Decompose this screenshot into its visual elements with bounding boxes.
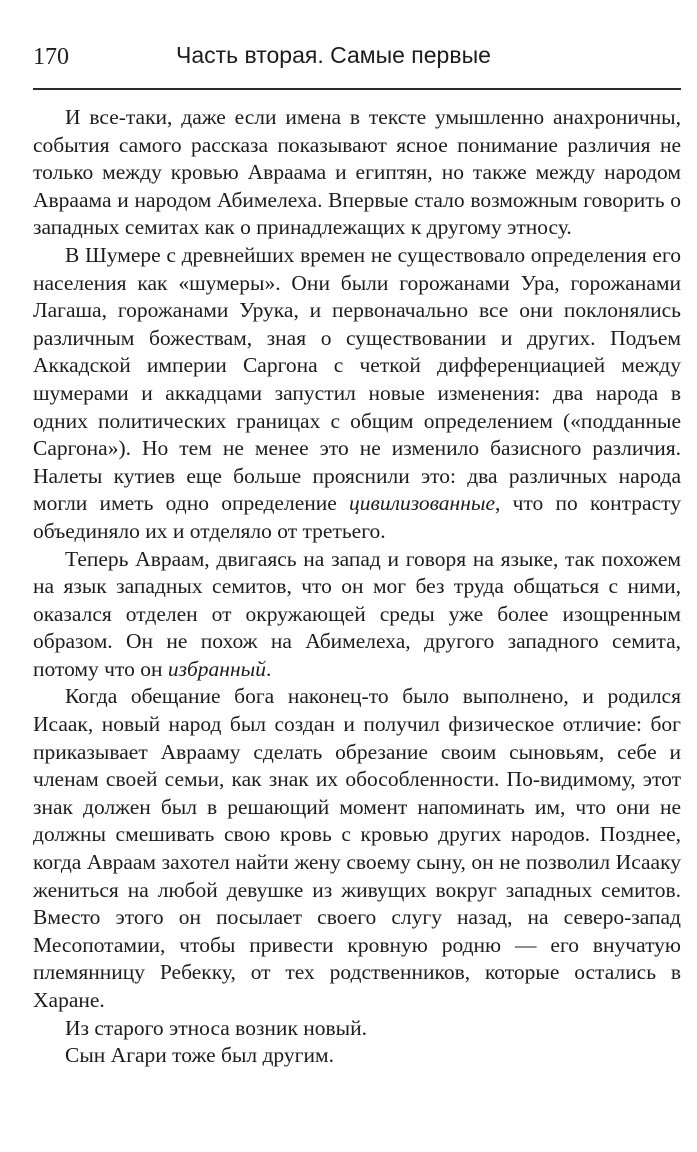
paragraph-2 [33,242,681,546]
paragraph-text-continued: . [265,656,272,681]
paragraph-text-continued: , что по контрасту объединяло их и отделяло от третьего. [33,491,681,543]
header-rule [33,88,681,90]
paragraph-text: Когда обещание бога наконец-то было выполнено, и родился Исаак, новый народ был создан и получил физическое отличие: бог приказывает Аврааму сделать обрезание своим сыновьям, себе и членам своей семьи, как знак их обособленности. По-видимому, этот знак должен был в решающий момент напоминать им, что они не должны смешивать свою кровь с кровью других народов. Позднее, когда Авраам захотел найти жену своему сыну, он не позволил Исааку жениться на любой девушке из живущих вокруг западных семитов. Вместо этого он посылает своего слугу назад, на северо-запад Месопотамии, чтобы привести кровную родню — его внучатую племянницу Ребекку, от тех родственников, которые остались в Харане. [33,684,681,1012]
emphasis-chosen: избранный [167,656,266,681]
paragraph-text: Теперь Авраам, двигаясь на запад и говоря на языке, так похожем на язык западных семитов, что он мог без труда общаться с ними, оказался отделен от окружающей среды уже более изощренным образом. Он не похож на Абимелеха, другого западного семита, потому что он [33,546,681,681]
paragraph-4 [33,683,681,1014]
paragraph-6 [33,1042,681,1070]
paragraph-1 [33,104,681,242]
running-head: Часть вторая. Самые первые [176,42,491,68]
page-header [33,37,677,73]
page-number: 170 [33,44,69,70]
paragraph-text: И все-таки, даже если имена в тексте умышленно анахроничны, события самого рассказа показывают ясное понимание различия не только между кровью Авраама и египтян, но также между народом Авраама и народом Абимелеха. Впервые стало возможным говорить о западных семитах как о принадлежащих к другому этносу. [33,105,681,240]
page-body [33,104,681,1070]
paragraph-text: Из старого этноса возник новый. [65,1015,367,1040]
emphasis-civilized: цивилизованные [349,491,495,516]
paragraph-3 [33,546,681,684]
paragraph-text: В Шумере с древнейших времен не существовало определения его населения как «шумеры». Они были горожанами Ура, горожанами Лагаша, горожанами Урука, и первоначально все они поклонялись различным божествам, зная о существовании и других. Подъем Аккадской империи Саргона с четкой дифференциацией между шумерами и аккадцами запустил новые изменения: два народа в одних политических границах с общим определением («подданные Саргона»). Но тем не менее это не изменило базисного различия. Налеты кутиев еще больше прояснили это: два различных народа могли иметь одно определение [33,242,681,516]
paragraph-5 [33,1015,681,1043]
paragraph-text: Сын Агари тоже был другим. [65,1043,334,1068]
